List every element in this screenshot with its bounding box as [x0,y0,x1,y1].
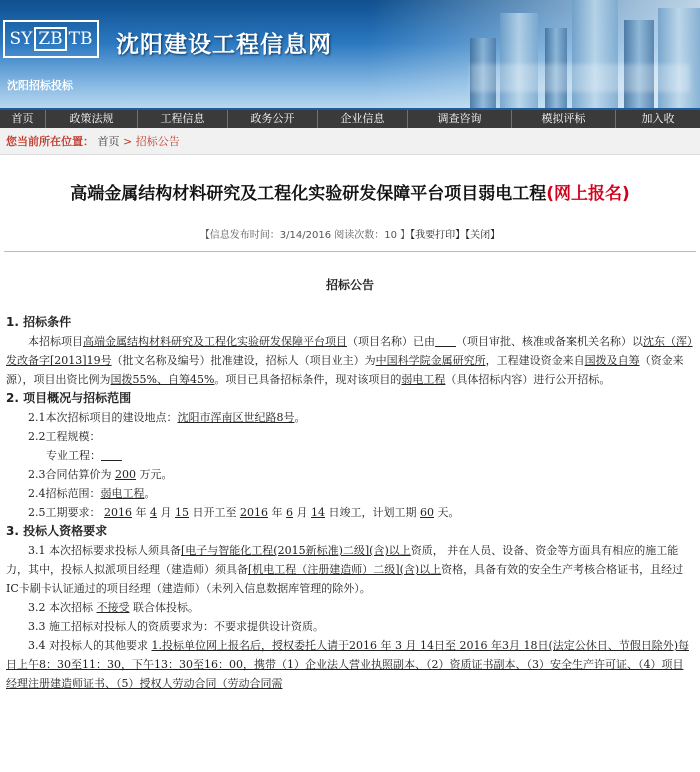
header-banner [0,0,700,108]
item-2-2: 2.2工程规模： [28,430,101,443]
divider [4,251,696,252]
nav-item-companies[interactable]: 企业信息 [318,110,408,128]
item-2-4: 2.4招标范围：弱电工程。 [28,487,156,500]
site-subtitle: 沈阳招标投标 [7,79,73,92]
main-nav [0,108,700,128]
close-link[interactable]: 【关闭】 [465,230,501,241]
item-3-3: 3.3 施工招标对投标人的资质要求为：不要求提供设计资质。 [28,620,324,633]
item-2-3: 2.3合同估算价为 200 万元。 [28,468,173,481]
breadcrumb-label: 您当前所在位置： [6,135,94,148]
article-title-tag: (网上报名) [546,184,630,204]
section-1-paragraph: 本招标项目高端金属结构材料研究及工程化实验研发保障平台项目（项目名称）已由 （项目审批、核准或备案机关名称）以沈东（浑）发改备字[2013]19号（批文名称及编号）批准建设，招标人（项目业主）为中国科学院金属研究所，工程建设资金来自国拨及自筹（资金来源），项目出资比例为国拨55%、自筹45%。项目已具备招标条件，现对该项目的弱电工程（具体招标内容）进行公开招标。 [6,335,693,386]
breadcrumb-current[interactable]: 招标公告 [135,135,180,148]
nav-item-projects[interactable]: 工程信息 [138,110,228,128]
breadcrumb [0,128,700,155]
section-heading-3: 3. 投标人资格要求 [6,524,108,538]
nav-item-favorite[interactable]: 加入收 [641,112,675,125]
notice-title: 招标公告 [325,278,374,292]
section-heading-1: 1. 招标条件 [6,315,72,329]
nav-item-home[interactable]: 首页 [0,110,46,128]
article-body [0,313,700,693]
item-3-2: 3.2 本次招标 不接受 联合体投标。 [28,601,199,614]
nav-item-policy[interactable]: 政策法规 [46,110,138,128]
page-title [0,179,700,204]
banner-glow [470,64,690,92]
print-link[interactable]: 【我要打印】 [410,230,466,241]
article-title: 高端金属结构材料研究及工程化实验研发保障平台项目弱电工程 [70,184,547,204]
publish-info: 【信息发布时间：3/14/2016 阅读次数：10 】 [199,230,411,241]
item-3-1: 3.1 本次招标要求投标人须具备[电子与智能化工程(2015新标准)二级](含)以上资质， 并在人员、设备、资金等方面具有相应的施工能力，其中，投标人拟派项目经理（建造师）须具备[机电工程（注册建造师）二级](含)以上资格，具备有效的安全生产考核合格证书，且经过IC卡刷卡认证通过的项目经理（建造师）（未列入信息数据库管理的除外）。 [6,544,684,595]
breadcrumb-separator: > [123,135,133,148]
nav-item-gov[interactable]: 政务公开 [228,110,318,128]
item-2-5: 2.5工期要求： 2016 年 4 月 15 日开工至 2016 年 6 月 14 日竣工，计划工期 60 天。 [28,506,460,519]
logo-text: SY ZB TB [9,29,93,49]
item-3-4: 3.4 对投标人的其他要求 1.投标单位网上报名后，授权委托人请于2016 年 3 月 14日至 2016 年3月 18日(法定公休日、节假日除外)每日上午8：30至11：30，下午13：30至16：00，携带（1）企业法人营业执照副本、（2）资质证书副本、（3）安全生产许可证、（4）项目经理注册建造师证书、（5）授权人劳动合同（劳动合同需 [6,639,690,690]
building-graphic [500,13,538,108]
item-2-1: 2.1本次招标项目的建设地点：沈阳市浑南区世纪路8号。 [28,411,306,424]
building-graphic [658,8,700,108]
section-heading-2: 2. 项目概况与招标范围 [6,391,132,405]
breadcrumb-home-link[interactable]: 首页 [97,135,120,148]
article-meta [0,226,700,241]
item-2-2-sub: 专业工程： [46,449,101,462]
nav-item-mock-bid[interactable]: 模拟评标 [512,110,616,128]
site-logo[interactable] [3,20,99,58]
site-title: 沈阳建设工程信息网 [116,32,332,58]
nav-item-survey[interactable]: 调查咨询 [408,110,512,128]
